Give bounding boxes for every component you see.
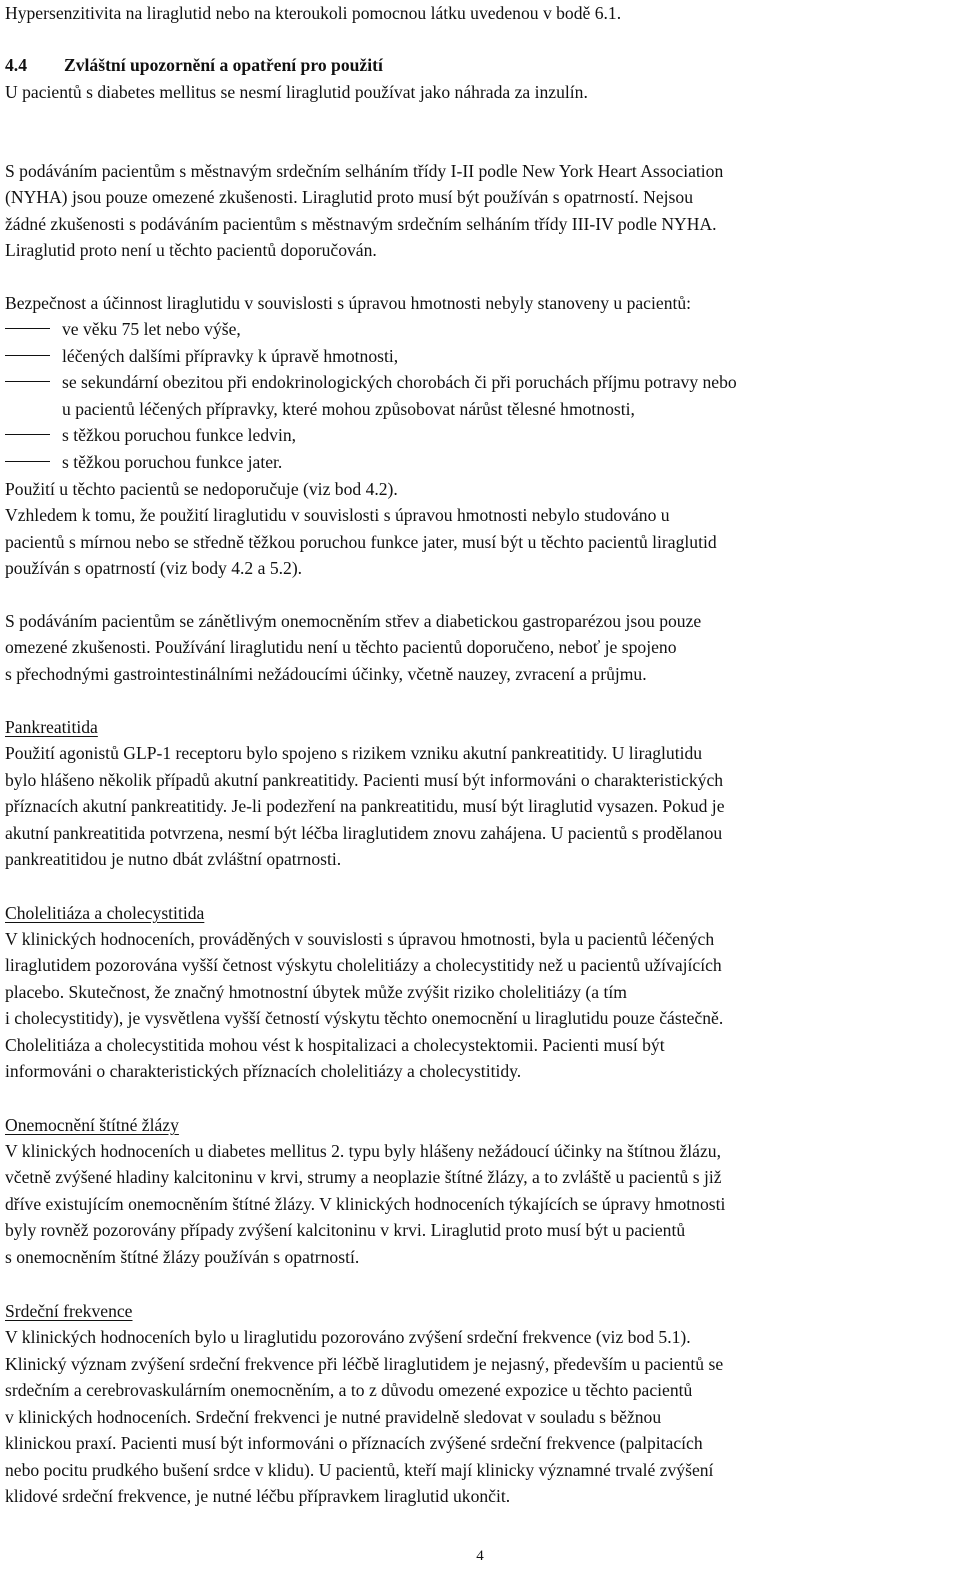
dash-bullet <box>5 381 50 382</box>
list-item-text: se sekundární obezitou při endokrinologických chorobách či při poruchách příjmu potravy nebo <box>62 372 737 392</box>
thyroid-heading: Onemocnění štítné žlázy <box>5 1115 179 1135</box>
safety-after-line: Vzhledem k tomu, že použití liraglutidu v souvislosti s úpravou hmotnosti nebylo studováno u <box>5 505 670 525</box>
cholelithiasis-heading: Cholelitiáza a cholecystitida <box>5 903 205 923</box>
list-item-text: s těžkou poruchou funkce ledvin, <box>62 425 297 445</box>
heart-rate-line: klinickou praxí. Pacienti musí být informováni o příznacích zvýšené srdeční frekvence (palpitacích <box>5 1433 703 1453</box>
dash-bullet <box>5 355 50 356</box>
heart-rate-line: Klinický význam zvýšení srdeční frekvence při léčbě liraglutidem je nejasný, především u pacientů se <box>5 1354 724 1374</box>
safety-after-line: Použití u těchto pacientů se nedoporučuje (viz bod 4.2). <box>5 479 398 499</box>
paragraph-heart-failure-line: S podáváním pacientům s městnavým srdečním selháním třídy I-II podle New York Heart Association <box>5 161 724 181</box>
cholelithiasis-line: Cholelitiáza a cholecystitida mohou vést k hospitalizaci a cholecystektomii. Pacienti musí být <box>5 1035 665 1055</box>
list-item <box>5 422 955 448</box>
cholelithiasis-line: liraglutidem pozorována vyšší četnost výskytu cholelitiázy a cholecystitidy než u pacientů užívajících <box>5 955 722 975</box>
pancreatitis-line: Použití agonistů GLP-1 receptoru bylo spojeno s rizikem vzniku akutní pankreatitidy. U liraglutidu <box>5 743 703 763</box>
thyroid-line: s onemocněním štítné žlázy používán s opatrností. <box>5 1247 360 1267</box>
dash-bullet <box>5 328 50 329</box>
cholelithiasis-line: placebo. Skutečnost, že značný hmotnostní úbytek může zvýšit riziko cholelitiázy (a tím <box>5 982 627 1002</box>
dash-bullet <box>5 434 50 435</box>
pancreatitis-line: akutní pankreatitida potvrzena, nesmí být léčba liraglutidem znovu zahájena. U pacientů s prodělanou <box>5 823 723 843</box>
paragraph-ibd-line: omezené zkušenosti. Používání liraglutidu není u těchto pacientů doporučeno, neboť je spojeno <box>5 637 677 657</box>
safety-after-line: používán s opatrností (viz body 4.2 a 5.2). <box>5 558 303 578</box>
list-item-text: ve věku 75 let nebo výše, <box>62 319 241 339</box>
pancreatitis-line: příznacích akutní pankreatitidy. Je-li podezření na pankreatitidu, musí být liraglutid vysazen. Pokud je <box>5 796 725 816</box>
list-item <box>5 316 955 342</box>
heart-rate-heading: Srdeční frekvence <box>5 1301 133 1321</box>
list-item-text: s těžkou poruchou funkce jater. <box>62 452 283 472</box>
paragraph-insulin: U pacientů s diabetes mellitus se nesmí liraglutid používat jako náhrada za inzulín. <box>5 82 588 102</box>
heart-rate-line: nebo pocitu prudkého bušení srdce v klidu). U pacientů, kteří mají klinicky významné trvalé zvýšení <box>5 1460 714 1480</box>
section-number: 4.4 <box>5 55 27 75</box>
page-number: 4 <box>476 1548 484 1564</box>
dash-bullet <box>5 461 50 462</box>
safety-intro: Bezpečnost a účinnost liraglutidu v souvislosti s úpravou hmotnosti nebyly stanoveny u pacientů: <box>5 293 692 313</box>
list-item-continuation <box>5 396 955 422</box>
paragraph-heart-failure-line: Liraglutid proto není u těchto pacientů doporučován. <box>5 240 377 260</box>
heart-rate-line: klidové srdeční frekvence, je nutné léčbu přípravkem liraglutid ukončit. <box>5 1486 511 1506</box>
thyroid-line: včetně zvýšené hladiny kalcitoninu v krvi, strumy a neoplazie štítné žlázy, a to zvláště u pacientů s již <box>5 1167 722 1187</box>
paragraph-heart-failure-line: (NYHA) jsou pouze omezené zkušenosti. Liraglutid proto musí být používán s opatrností. Nejsou <box>5 187 693 207</box>
thyroid-line: dříve existujícím onemocněním štítné žlázy. V klinických hodnoceních týkajících se úpravy hmotnosti <box>5 1194 726 1214</box>
list-item-text: léčených dalšími přípravky k úpravě hmotnosti, <box>62 346 399 366</box>
thyroid-line: byly rovněž pozorovány případy zvýšení kalcitoninu v krvi. Liraglutid proto musí být u pacientů <box>5 1220 686 1240</box>
pancreatitis-heading: Pankreatitida <box>5 717 98 737</box>
heart-rate-line: srdečním a cerebrovaskulárním onemocněním, a to z důvodu omezené expozice u těchto pacientů <box>5 1380 693 1400</box>
list-item-text: u pacientů léčených přípravky, které mohou způsobovat nárůst tělesné hmotnosti, <box>62 399 635 419</box>
heart-rate-line: v klinických hodnoceních. Srdeční frekvenci je nutné pravidelně sledovat v souladu s běžnou <box>5 1407 662 1427</box>
section-title: Zvláštní upozornění a opatření pro použití <box>64 55 383 75</box>
safety-after-line: pacientů s mírnou nebo se středně těžkou poruchou funkce jater, musí být u těchto pacientů liraglutid <box>5 532 717 552</box>
cholelithiasis-line: V klinických hodnoceních, prováděných v souvislosti s úpravou hmotnosti, byla u pacientů léčených <box>5 929 715 949</box>
paragraph-ibd-line: s přechodnými gastrointestinálními nežádoucími účinky, včetně nauzey, zvracení a průjmu. <box>5 664 647 684</box>
list-item <box>5 369 955 395</box>
list-item <box>5 343 955 369</box>
heart-rate-line: V klinických hodnoceních bylo u liraglutidu pozorováno zvýšení srdeční frekvence (viz bod 5.1). <box>5 1327 691 1347</box>
paragraph-heart-failure-line: žádné zkušenosti s podáváním pacientům s městnavým srdečním selháním třídy III-IV podle NYHA. <box>5 214 717 234</box>
cholelithiasis-line: i cholecystitidy), je vysvětlena vyšší četností výskytu těchto onemocnění u liraglutidu pouze částečně. <box>5 1008 724 1028</box>
section-heading <box>5 52 383 78</box>
pancreatitis-line: pankreatitidou je nutno dbát zvláštní opatrnosti. <box>5 849 342 869</box>
cholelithiasis-line: informováni o charakteristických příznacích cholelitiázy a cholecystitidy. <box>5 1061 522 1081</box>
paragraph-ibd-line: S podáváním pacientům se zánětlivým onemocněním střev a diabetickou gastroparézou jsou pouze <box>5 611 702 631</box>
pancreatitis-line: bylo hlášeno několik případů akutní pankreatitidy. Pacienti musí být informováni o charakteristických <box>5 770 724 790</box>
thyroid-line: V klinických hodnoceních u diabetes mellitus 2. typu byly hlášeny nežádoucí účinky na štítnou žlázu, <box>5 1141 721 1161</box>
list-item <box>5 449 955 475</box>
hypersensitivity-line: Hypersenzitivita na liraglutid nebo na kteroukoli pomocnou látku uvedenou v bodě 6.1. <box>5 3 622 23</box>
